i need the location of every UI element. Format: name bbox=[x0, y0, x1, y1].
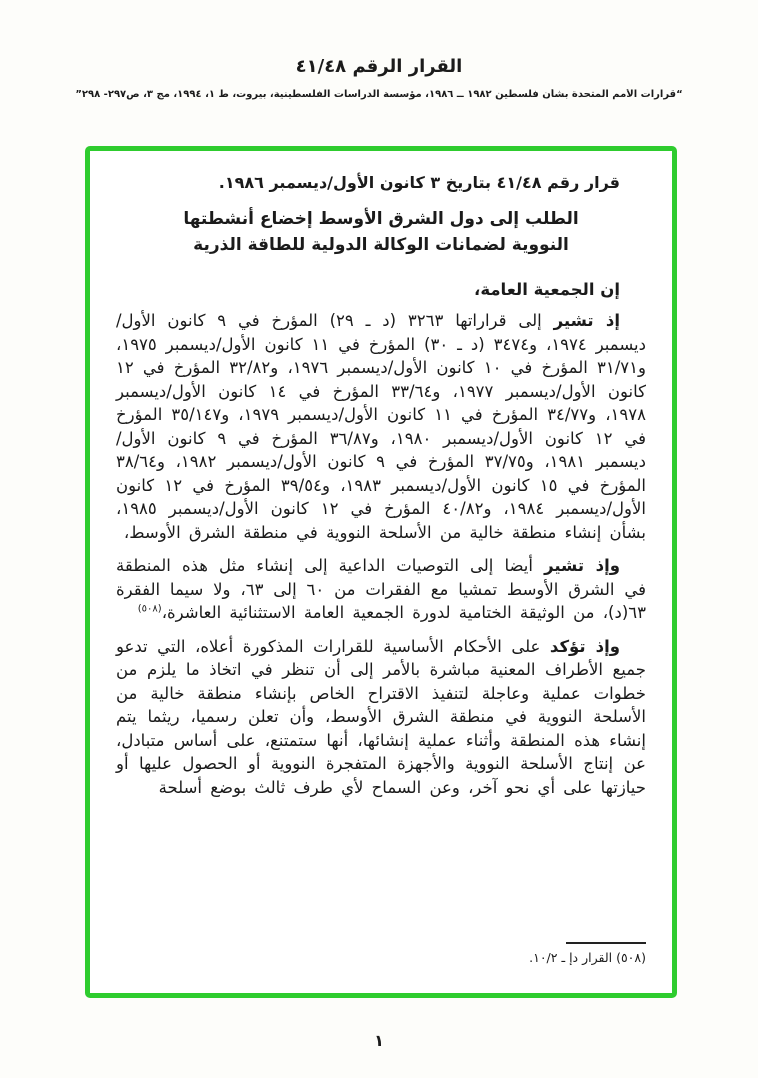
footnote-reference: (٥٠٨) bbox=[137, 603, 162, 615]
footnote-separator bbox=[566, 942, 646, 944]
subject-line-1: الطلب إلى دول الشرق الأوسط إخضاع أنشطتها bbox=[183, 209, 579, 229]
footnote-text: (٥٠٨) القرار دإ ـ ١٠/٢. bbox=[529, 950, 646, 965]
footnote-block bbox=[116, 942, 646, 965]
recital-lead: وإذ تشير bbox=[544, 556, 621, 575]
recital-lead: إذ تشير bbox=[553, 311, 621, 330]
recital-paragraph-2 bbox=[116, 554, 646, 625]
source-citation: “قرارات الأمم المتحدة بشأن فلسطين ١٩٨٢ ــ ١٩٨٦، مؤسسة الدراسات الفلسطينية، بيروت، ط ١، ١٩٩٤، مج ٣، ص٢٩٧- ٢٩٨” bbox=[75, 89, 683, 100]
recital-text: إلى قراراتها ٣٢٦٣ (د ـ ٢٩) المؤرخ في ٩ كانون الأول/ديسمبر ١٩٧٤، و٣٤٧٤ (د ـ ٣٠) المؤرخ في ١١ كانون الأول/ديسمبر ١٩٧٥، و٣١/٧١ المؤرخ في ١٠ كانون الأول/ديسمبر ١٩٧٦، و٣٢/٨٢ المؤرخ في ١٢ كانون الأول/ديسمبر ١٩٧٧، و٣٣/٦٤ المؤرخ في ١٤ كانون الأول/ديسمبر ١٩٧٨، و٣٤/٧٧ المؤرخ في ١١ كانون الأول/ديسمبر ١٩٧٩، و٣٥/١٤٧ المؤرخ في ١٢ كانون الأول/ديسمبر ١٩٨٠، و٣٦/٨٧ المؤرخ في ٩ كانون الأول/ديسمبر ١٩٨١، و٣٧/٧٥ المؤرخ في ٩ كانون الأول/ديسمبر ١٩٨٢، و٣٨/٦٤ المؤرخ في ١٥ كانون الأول/ديسمبر ١٩٨٣، و٣٩/٥٤ المؤرخ في ١٢ كانون الأول/ديسمبر ١٩٨٤، و٤٠/٨٢ المؤرخ في ١٢ كانون الأول/ديسمبر ١٩٨٥، بشأن إنشاء منطقة خالية من الأسلحة النووية في منطقة الشرق الأوسط، bbox=[116, 311, 647, 542]
resolution-heading: قرار رقم ٤١/٤٨ بتاريخ ٣ كانون الأول/ديسمبر ١٩٨٦. bbox=[218, 173, 620, 192]
preamble: إن الجمعية العامة، bbox=[474, 280, 620, 299]
resolution-subject bbox=[116, 206, 646, 258]
recital-paragraph-1 bbox=[116, 309, 646, 544]
page-title: القرار الرقم ٤١/٤٨ bbox=[295, 56, 463, 77]
recital-paragraph-3 bbox=[116, 635, 646, 800]
subject-line-2: النووية لضمانات الوكالة الدولية للطاقة الذرية bbox=[193, 235, 569, 255]
recital-text: على الأحكام الأساسية للقرارات المذكورة أعلاه، التي تدعو جميع الأطراف المعنية مباشرة بالأمر إلى أن تنظر في اتخاذ ما يلزم من خطوات عملية وعاجلة لتنفيذ الاقتراح الخاص بإنشاء منطقة خالية من الأسلحة النووية في منطقة الشرق الأوسط، وأن تعلن رسميا، ريثما يتم إنشاء هذه المنطقة وأثناء عملية إنشائها، أنها ستمتنع، على أساس متبادل، عن إنتاج الأسلحة النووية والأجهزة المتفجرة النووية أو الحصول عليها أو حيازتها على أي نحو آخر، وعن السماح لأي طرف ثالث بوضع أسلحة bbox=[116, 636, 646, 797]
document-header bbox=[0, 0, 758, 100]
resolution-green-box bbox=[85, 146, 677, 998]
recital-text: أيضا إلى التوصيات الداعية إلى إنشاء مثل هذه المنطقة في الشرق الأوسط تمشيا مع الفقرات من ٦٠ إلى ٦٣، ولا سيما الفقرة ٦٣(د)، من الوثيقة الختامية لدورة الجمعية العامة الاستثنائية العاشرة، bbox=[116, 556, 646, 622]
recital-lead: وإذ تؤكد bbox=[549, 636, 620, 656]
page-number: ١ bbox=[374, 1031, 384, 1050]
